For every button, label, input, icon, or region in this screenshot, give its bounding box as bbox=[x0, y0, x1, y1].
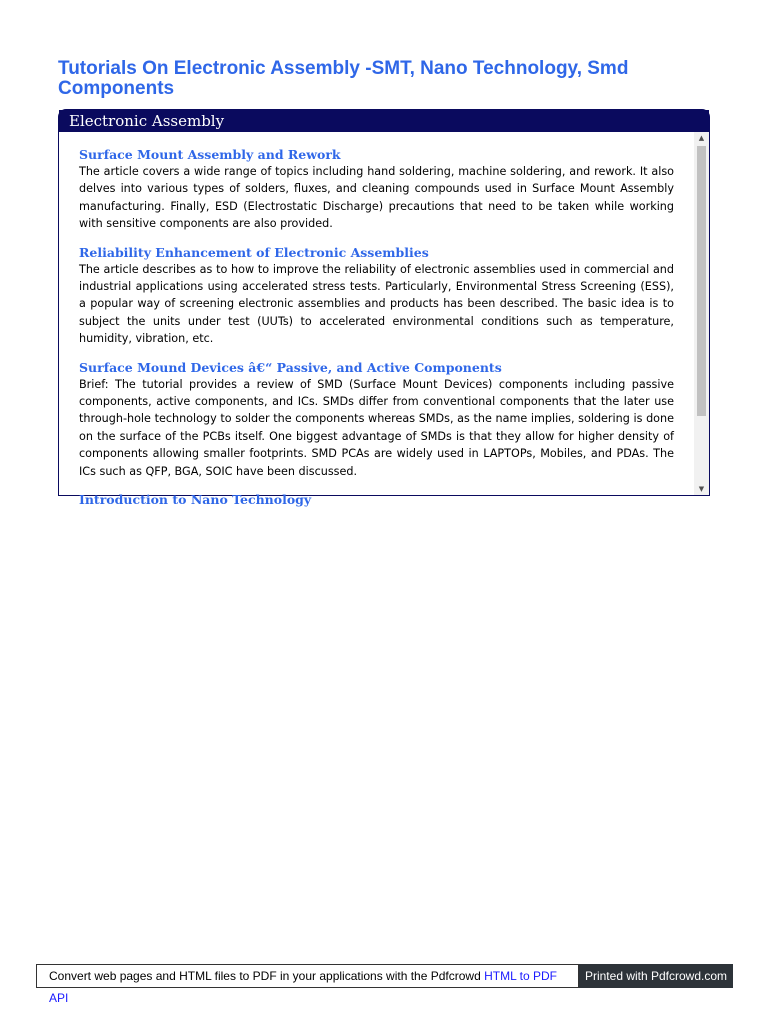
scroll-thumb[interactable] bbox=[697, 146, 706, 416]
article-item bbox=[79, 491, 674, 508]
pdfcrowd-footer bbox=[36, 964, 733, 1005]
page-title: Tutorials On Electronic Assembly -SMT, Nano Technology, Smd Components bbox=[58, 58, 629, 99]
article-description: The article covers a wide range of topics including hand soldering, machine soldering, and rework. It also delves into various types of solders, fluxes, and cleaning compounds used in Surface Mount Assembly manufacturing. Finally, ESD (Electrostatic Discharge) precautions that need to be taken while working with sensitive components are also provided. bbox=[79, 165, 674, 231]
footer-notice bbox=[36, 964, 579, 1005]
article-description: Brief: The tutorial provides a review of SMD (Surface Mount Devices) components including passive components, active components, and ICs. SMDs differ from conventional components that the later use through-hole technology to solder the components whereas SMDs, as the name implies, soldering is done on the surface of the PCBs itself. One biggest advantage of SMDs is that they allow for higher density of components allowing smaller footprints. SMD PCAs are widely used in LAPTOPs, Mobiles, and PDAs. The ICs such as QFP, BGA, SOIC have been discussed. bbox=[79, 377, 674, 478]
panel-header: Electronic Assembly bbox=[59, 110, 709, 132]
article-link-smt-rework[interactable]: Surface Mount Assembly and Rework bbox=[79, 147, 341, 162]
article-item bbox=[79, 359, 674, 480]
article-item bbox=[79, 146, 674, 233]
article-link-smd-components[interactable]: Surface Mound Devices â€“ Passive, and Active Components bbox=[79, 359, 502, 375]
article-link-reliability[interactable]: Reliability Enhancement of Electronic Assemblies bbox=[79, 244, 429, 260]
article-item bbox=[79, 244, 674, 348]
article-description: The article describes as to how to improve the reliability of electronic assemblies used in commercial and industrial applications using accelerated stress tests. Particularly, Environmental Stress Screening (ESS), a popular way of screening electronic assemblies and products has been described. The basic idea is to subject the units under test (UUTs) to accelerated environmental conditions such as temperature, humidity, vibration, etc. bbox=[79, 262, 674, 346]
vertical-scrollbar[interactable] bbox=[694, 132, 709, 495]
footer-text: Convert web pages and HTML files to PDF in your applications with the Pdfcrowd bbox=[49, 969, 485, 983]
scroll-down-icon[interactable]: ▼ bbox=[698, 485, 705, 493]
article-link-nano-technology[interactable]: Introduction to Nano Technology bbox=[79, 492, 312, 508]
scroll-up-icon[interactable]: ▲ bbox=[698, 134, 705, 142]
printed-with-pdfcrowd[interactable]: Printed with Pdfcrowd.com bbox=[579, 964, 733, 988]
article-list[interactable] bbox=[59, 132, 694, 508]
electronic-assembly-panel bbox=[58, 109, 710, 508]
html-to-pdf-api-link[interactable]: HTML to PDF API bbox=[49, 969, 557, 1005]
